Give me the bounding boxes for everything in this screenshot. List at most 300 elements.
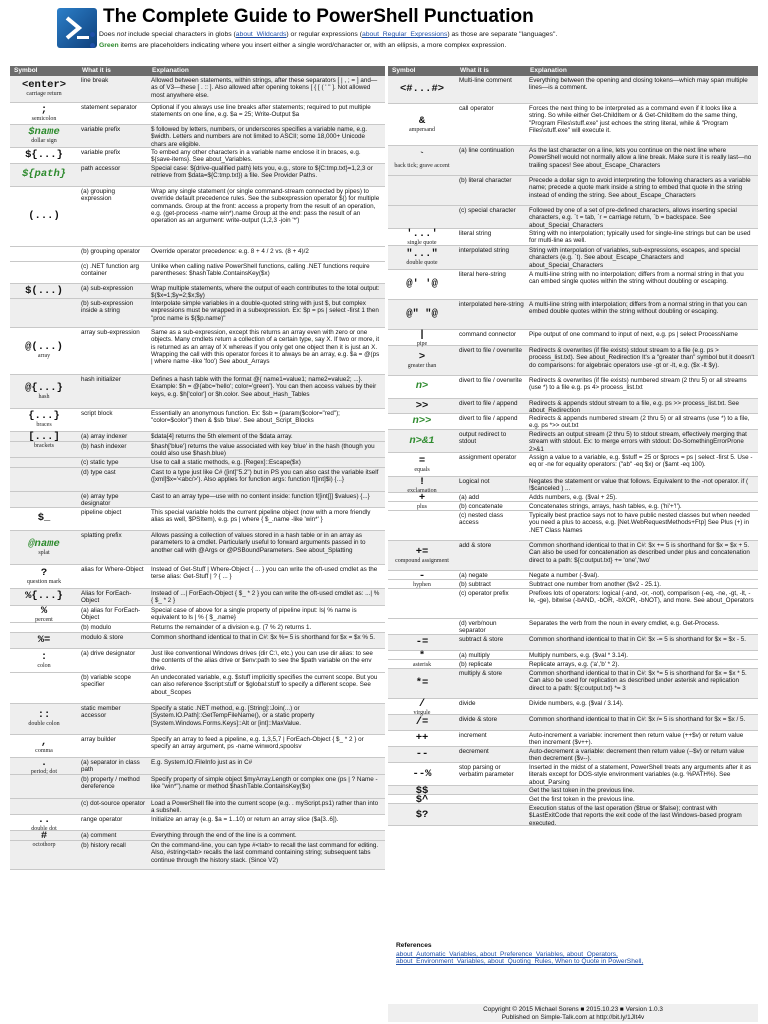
what-cell: (b) subtract: [459, 581, 491, 588]
table-row: [388, 699, 758, 715]
table-row: [388, 414, 758, 430]
symbol-cell: [388, 300, 456, 329]
table-row: [10, 148, 385, 164]
symbol-glyph: <enter>: [21, 79, 67, 92]
symbol-glyph: ?: [40, 566, 48, 579]
symbol-cell: [10, 148, 78, 164]
explanation-cell: Concatenates strings, arrays, hash tables, e.g. ('hi'+'!').: [529, 503, 682, 510]
explanation-cell: Instead of Get-Stuff | Where-Object { ... } you can write the oft-used cmdlet as the terse alias: Get-Stuff | ? { ... }: [151, 566, 378, 581]
explanation-cell: A multi-line string with no interpolation; differs from a normal string in that you can embed single quotes within the string without doubling or escaping.: [529, 271, 744, 286]
what-cell: divert to file / overwrite: [459, 347, 522, 354]
bullet-note-1: Does not include special characters in globs (about_Wildcards) or regular expressions (about_Regular_Expressions) as those are separate "languages".: [90, 31, 557, 39]
explanation-cell: Load a PowerShell file into the current scope (e.g. . myScript.ps1) rather than into a subshell.: [151, 800, 379, 815]
table-row: [10, 758, 385, 775]
table-row: [10, 531, 385, 565]
symbol-cell: [388, 635, 456, 650]
symbol-glyph: `: [418, 150, 426, 163]
symbol-cell: [388, 715, 456, 730]
what-cell: alias for Where-Object: [81, 566, 144, 573]
symbol-cell: [10, 187, 78, 246]
what-cell: (a) drive designator: [81, 650, 136, 657]
symbol-cell: [10, 284, 78, 300]
what-cell: (a) grouping expression: [81, 188, 115, 203]
symbol-name: double colon: [28, 721, 60, 728]
symbol-glyph: %=: [37, 633, 51, 646]
symbol-cell: [388, 589, 456, 618]
symbol-name: ampersand: [409, 126, 435, 133]
symbol-cell: [10, 125, 78, 148]
symbol-cell: [10, 247, 78, 261]
explanation-cell: Redirects & appends numbered stream (2 thru 5) or all streams (use *) to a file, e.g. ps *>> out.txt: [529, 415, 750, 430]
symbol-name: compound assignment: [395, 557, 449, 564]
symbol-glyph: --%: [412, 767, 432, 780]
symbol-cell: [388, 763, 456, 786]
symbol-name: question mark: [26, 578, 62, 585]
symbol-cell: [10, 508, 78, 530]
symbol-cell: [388, 453, 456, 476]
explanation-cell: Initialize an array (e.g. $a = 1..10) or return an array slice ($a[3..6]).: [151, 816, 339, 823]
symbol-glyph: $?: [415, 808, 429, 821]
table-row: [388, 541, 758, 571]
symbol-cell: [10, 606, 78, 624]
symbol-name: dollar sign: [31, 138, 57, 145]
explanation-cell: Just like conventional Windows drives (dir C:\, etc.) you can use dir alias: to see the contents of the alias drive or $env:path to see the $path variable on the env drive.: [151, 650, 373, 672]
symbol-cell: [10, 799, 78, 815]
symbol-glyph: n>&1: [409, 434, 435, 447]
what-cell: (a) multiply: [459, 652, 490, 659]
explanation-cell: On the command-line, you can type #<tab> to recall the last command for editing. Also, #string<tab> recalls the last command containing string; subsequent tabs continue through the history stack. (Since V2): [151, 842, 379, 864]
table-row: [388, 453, 758, 477]
table-row: [388, 619, 758, 635]
what-cell: splatting prefix: [81, 532, 122, 539]
table-row: [388, 511, 758, 541]
symbol-glyph: @(...): [25, 341, 63, 354]
table-row: [10, 187, 385, 247]
symbol-glyph: (...): [28, 209, 60, 222]
what-cell: (a) negate: [459, 572, 488, 579]
symbol-glyph: @name: [28, 537, 60, 550]
symbol-cell: [10, 565, 78, 588]
explanation-cell: Special case of above for a single property of pipeline input: ls| % name is equivalent to ls | % { $_.name}: [151, 607, 357, 622]
table-header: [10, 66, 385, 76]
header-what: What it is: [82, 67, 111, 75]
explanation-cell: Same as a sub-expression, except this returns an array even with zero or one objects. Many cmdlets return a collection of a certain type, say X. If two or more, it is returned as an array of X whereas if you only get one object then it is just an X. Wrapping the call with this operator forces it to always be an array, e.g. $a = @(ps | where name -like 'foo') See about_Arrays: [151, 329, 380, 366]
table-row: [388, 589, 758, 619]
explanation-cell: Allows passing a collection of values stored in a hash table or in an array as parameters to a cmdlet. Particularly useful to forward arguments passed in to another call with @Args or @PSBoundParameters. See about_Splatting: [151, 532, 366, 554]
what-cell: (c) operator prefix: [459, 590, 509, 597]
header-what: What it is: [460, 67, 489, 75]
references-line-1[interactable]: about_Automatic_Variables, about_Preference_Variables, about_Operators,: [396, 950, 618, 958]
explanation-cell: Allowed between statements, within strings, after these separators [ | , ; = ] and—as of V3—these [ . :: ]. Also allowed after opening tokens [ { [ ( ' " ]. Not allowed most anywhere else.: [151, 77, 378, 99]
table-row: [388, 660, 758, 669]
footer: [388, 1004, 758, 1022]
symbol-glyph: -: [418, 570, 426, 582]
table-row: [10, 735, 385, 758]
what-cell: hash initializer: [81, 376, 121, 383]
symbol-cell: [10, 673, 78, 703]
symbol-name: braces: [36, 422, 52, 429]
what-cell: (a) add: [459, 494, 479, 501]
explanation-cell: Negates the statement or value that follows. Equivalent to the -not operator. if ( !$canceled ) ...: [529, 478, 749, 493]
what-cell: interpolated here-string: [459, 301, 524, 308]
what-cell: array sub-expression: [81, 329, 140, 336]
what-cell: script block: [81, 410, 113, 417]
table-row: [10, 247, 385, 262]
table-row: [10, 299, 385, 328]
table-row: [10, 458, 385, 468]
symbol-cell: [388, 669, 456, 698]
symbol-glyph: /=: [415, 715, 429, 728]
symbol-glyph: $_: [37, 512, 51, 525]
header-explanation: Explanation: [152, 67, 189, 75]
symbol-cell: [10, 164, 78, 186]
symbol-cell: [10, 103, 78, 124]
what-cell: static member accessor: [81, 705, 121, 720]
what-cell: (b) grouping operator: [81, 248, 141, 255]
explanation-cell: Inserted in the midst of a statement, PowerShell treats any arguments after it as literals except for DOS-style environment variables (e.g. %PATH%). See about_Parsing: [529, 764, 752, 786]
symbol-glyph: ${path}: [21, 168, 67, 181]
symbol-cell: [388, 229, 456, 247]
explanation-cell: Cast to a type just like C# ([int]"5.2") but in PS you can also cast the variable itself ([xml]$x='<abc/>'). Also applies for function args: function f([int]$i) {...}: [151, 469, 379, 484]
symbol-glyph: %{...}: [25, 590, 63, 603]
symbol-glyph: ..: [37, 814, 51, 826]
symbol-name: single quote: [407, 240, 437, 247]
link-about-regex[interactable]: about_Regular_Expressions: [361, 31, 448, 38]
symbol-cell: [10, 649, 78, 672]
symbol-name: double dot: [31, 826, 57, 833]
symbol-glyph: !: [418, 476, 426, 488]
symbol-glyph: ${...}: [25, 149, 63, 162]
symbol-name: colon: [37, 662, 51, 669]
table-row: [10, 76, 385, 103]
published-line: Published on Simple-Talk.com at http://bit.ly/1JIt4v: [501, 1013, 645, 1021]
symbol-glyph: $(...): [25, 285, 63, 298]
table-row: [10, 673, 385, 704]
table-row: [10, 606, 385, 623]
explanation-cell: Optional if you always use line breaks after statements; required to put multiple statements on one line, e.g. $a = 25; Write-Output $a: [151, 104, 371, 119]
explanation-cell: Interpolate simple variables in a double-quoted string with just $, but complex expressions must be wrapped in a subexpression. Ex: $p = ps | select -first 1 then "proc name is $($p.name)": [151, 300, 379, 322]
symbol-name: pipe: [416, 341, 428, 348]
table-row: [388, 715, 758, 731]
table-row: [388, 176, 758, 206]
what-cell: (c) .NET function arg container: [81, 263, 139, 278]
symbol-name: octothorp: [32, 842, 56, 849]
explanation-cell: Cast to an array type—use with no content inside: function f([int[]] $values) {...}: [151, 493, 370, 500]
table-row: [10, 164, 385, 187]
table-row: [10, 508, 385, 531]
table-row: [388, 146, 758, 176]
what-cell: stop parsing or verbatim parameter: [459, 764, 514, 779]
explanation-cell: Forces the next thing to be interpreted as a command even if it looks like a string. So while either Get-ChildItem or & Get-ChildItem do the same thing, "Program Files\stuff.exe" just echoes the string literal, while & "Program Files\stuff.exe" will execute it.: [529, 105, 738, 134]
symbol-glyph: @" "@: [406, 307, 438, 320]
symbol-cell: [388, 619, 456, 635]
explanation-cell: Followed by one of a set of pre-defined characters, allows inserting special characters, e.g. `t = tab, `r = carriage return, `b = backspace. See about_Special_Characters: [529, 207, 737, 229]
symbol-glyph: |: [418, 329, 426, 341]
symbol-name: exclamation: [407, 488, 437, 495]
symbol-name: period; dot: [30, 769, 58, 776]
what-cell: decrement: [459, 748, 489, 755]
explanation-cell: Redirects & appends stdout stream to a file, e.g. ps >> process_list.txt. See about_Redirection: [529, 400, 740, 415]
symbol-cell: [388, 541, 456, 570]
symbol-cell: [388, 747, 456, 763]
symbol-glyph: -=: [415, 635, 429, 648]
explanation-cell: Common shorthand identical to that in C#: $x %= 5 is shorthand for $x = $x % 5.: [151, 634, 376, 641]
symbol-glyph: --: [415, 748, 429, 761]
table-row: [388, 763, 758, 786]
what-cell: assignment operator: [459, 454, 517, 461]
explanation-cell: Common shorthand identical to that in C#: $x /= 5 is shorthand for $x = $x / 5.: [529, 716, 746, 723]
what-cell: output redirect to stdout: [459, 431, 507, 446]
explanation-cell: Pipe output of one command to input of next, e.g. ps | select ProcessName: [529, 331, 738, 338]
table-row: [10, 284, 385, 299]
table-row: [388, 580, 758, 589]
explanation-cell: Special case: ${drive-qualified path} lets you, e.g., store to ${C:tmp.txt}=1,2,3 or retrieve from $data=${C:tmp.txt}) a file. See Provider Paths.: [151, 165, 373, 180]
what-cell: Logical not: [459, 478, 490, 485]
what-cell: literal here-string: [459, 271, 506, 278]
symbol-glyph: $$: [415, 785, 429, 797]
explanation-cell: Get the last token in the previous line.: [529, 787, 635, 794]
symbol-glyph: $^: [415, 794, 429, 806]
symbol-name: semicolon: [31, 115, 57, 122]
table-row: [388, 399, 758, 414]
left-rows: [10, 76, 385, 870]
what-cell: variable prefix: [81, 149, 121, 156]
symbol-cell: [10, 328, 78, 374]
what-cell: (a) array indexer: [81, 433, 128, 440]
symbol-name: plus: [416, 504, 427, 511]
references-heading: References: [396, 942, 432, 949]
what-cell: pipeline object: [81, 509, 122, 516]
symbol-cell: [10, 758, 78, 776]
symbol-name: equals: [414, 466, 430, 473]
symbol-name: array: [37, 353, 51, 360]
symbol-cell: [388, 731, 456, 747]
symbol-cell: [10, 531, 78, 564]
table-row: [10, 841, 385, 870]
symbol-name: back tick; grave accent: [394, 162, 450, 169]
symbol-glyph: ::: [37, 709, 51, 722]
what-cell: line break: [81, 77, 109, 84]
explanation-cell: Wrap any single statement (or single command-stream connected by pipes) to override default precedence rules. See the subexpression operator $() for multiple commands. Group at the front: access a property from the result of an operation, e.g. (get-process -name win*).name Group at the end: pass the result of an operation as an argument: write-output (1,2,3 -join '*'): [151, 188, 380, 225]
right-rows: [388, 76, 758, 826]
symbol-cell: [388, 502, 456, 510]
symbol-glyph: {...}: [28, 410, 60, 423]
table-row: [10, 103, 385, 125]
what-cell: [456, 804, 526, 827]
symbol-glyph: *: [418, 650, 426, 662]
table-row: [388, 795, 758, 804]
symbol-name: asterisk: [412, 662, 432, 669]
table-row: [388, 376, 758, 399]
what-cell: (b) history recall: [81, 842, 126, 849]
table-row: [10, 623, 385, 633]
symbol-glyph: :: [40, 650, 48, 663]
what-cell: (b) replicate: [459, 661, 493, 668]
bullet-icon: [90, 43, 95, 48]
table-row: [388, 731, 758, 747]
what-cell: (a) alias for ForEach-Object: [81, 607, 141, 622]
symbol-cell: [10, 442, 78, 458]
symbol-cell: [388, 660, 456, 668]
table-row: [10, 492, 385, 508]
symbol-glyph: <#...#>: [399, 82, 445, 95]
explanation-cell: As the last character on a line, lets you continue on the next line where PowerShell would not normally allow a line break. Make sure it is really last—no trailing spaces! See about_Escape_Characters: [529, 147, 752, 169]
what-cell: variable prefix: [81, 126, 121, 133]
what-cell: (b) literal character: [459, 177, 512, 184]
symbol-name: comma: [35, 748, 53, 755]
explanation-cell: Prefixes lots of operators: logical (-and, -or, -not), comparison (-eq, -ne, -gt, -lt, -le, -ge), bitwise (-bAND, -bOR, -bXOR, -bNOT), and more. See about_Operators: [529, 590, 754, 605]
explanation-cell: Precede a dollar sign to avoid interpreting the following characters as a variable name; precede a quote mark inside a string to embed that quote in the string instead of ending the string. See about_Escape_Characters: [529, 177, 751, 199]
symbol-name: percent: [35, 617, 53, 624]
explanation-cell: Assign a value to a variable, e.g. $stuff = 25 or $procs = ps | select -first 5. Use -eq or -ne for equality operators: ("ab" -eq $x) or ($amt -eq 100).: [529, 454, 753, 469]
symbol-glyph: n>>: [412, 415, 432, 428]
explanation-cell: Defines a hash table with the format @{ name1=value1; name2=value2; ...}. Example: $h = @{abc='hello'; color='green'}. You can then access values by their keys, e.g. $h['color'] or $h.color. See about_Hash_Tables: [151, 376, 377, 398]
symbol-cell: [10, 623, 78, 632]
symbol-name: hash: [38, 393, 50, 400]
explanation-cell: Redirects an output stream (2 thru 5) to stdout stream, effectively merging that stream with stdout. Ex: to merge errors with stdout: Do-SomethingErrorProne 2>&1: [529, 431, 747, 453]
symbol-glyph: /: [418, 698, 426, 710]
table-row: [388, 430, 758, 453]
what-cell: (d) type cast: [81, 469, 116, 476]
what-cell: (e) array type designator: [81, 493, 119, 508]
symbol-cell: [10, 704, 78, 734]
copyright: Copyright © 2015 Michael Sorens ■ 2015.10.23 ■ Version 1.0.3: [483, 1006, 663, 1013]
symbol-name: greater than: [407, 362, 437, 369]
symbol-cell: [10, 775, 78, 798]
explanation-cell: Multiply numbers, e.g. ($val * 3.14).: [529, 652, 629, 659]
what-cell: subtract & store: [459, 636, 504, 643]
table-row: [10, 409, 385, 432]
explanation-cell: E.g. System.IO.FileInfo just as in C#: [151, 759, 253, 766]
table-row: [388, 76, 758, 104]
what-cell: add & store: [459, 542, 492, 549]
what-cell: modulo & store: [81, 634, 124, 641]
header-symbol: Symbol: [392, 67, 416, 75]
explanation-cell: Specify an array to feed a pipeline, e.g. 1,3,5,7 | ForEach-Object { $_ * 2 } or specify an array argument, ps -name winword,spoolsv: [151, 736, 364, 751]
symbol-glyph: ;: [40, 103, 48, 116]
link-about-wildcards[interactable]: about_Wildcards: [235, 31, 287, 38]
table-row: [388, 804, 758, 826]
symbol-glyph: #: [40, 830, 48, 842]
table-row: [388, 635, 758, 651]
what-cell: (c) nested class access: [459, 512, 504, 527]
explanation-cell: Separates the verb from the noun in every cmdlet, e.g. Get-Process.: [529, 620, 720, 627]
what-cell: path accessor: [81, 165, 121, 172]
explanation-cell: Divide numbers, e.g. ($val / 3.14).: [529, 700, 624, 707]
left-table: [10, 66, 385, 870]
table-row: [388, 270, 758, 300]
symbol-glyph: ,: [40, 736, 48, 749]
references-line-2[interactable]: about_Environment_Variables, about_Quoting_Rules, When to Quote in PowerShell,: [396, 958, 644, 966]
symbol-glyph: '...': [406, 228, 438, 240]
table-row: [10, 442, 385, 458]
table-row: [388, 206, 758, 229]
what-cell: (b) modulo: [81, 624, 112, 631]
explanation-cell: Redirects & overwrites (if file exists) numbered stream (2 thru 5) or all streams (use *) to a file e.g. ps 4> process_list.txt: [529, 377, 747, 392]
symbol-glyph: $name: [28, 126, 60, 139]
symbol-cell: [388, 580, 456, 588]
table-row: [388, 330, 758, 346]
table-row: [10, 775, 385, 799]
symbol-glyph: n>: [415, 380, 429, 393]
table-row: [10, 262, 385, 284]
table-row: [10, 799, 385, 815]
symbol-cell: [388, 246, 456, 269]
symbol-name: virgule: [413, 710, 431, 717]
table-row: [388, 300, 758, 330]
what-cell: increment: [459, 732, 487, 739]
symbol-cell: [10, 633, 78, 648]
explanation-cell: Redirects & overwrites (if file exists) stdout stream to a file (e.g. ps > process_list.txt). See about_Redirection It's a "greater than" symbol but it doesn't do comparisons: for algebraic operators use -gt or -lt, e.g. ($x -lt $y).: [529, 347, 755, 369]
what-cell: (b) hash indexer: [81, 443, 127, 450]
explanation-cell: An undecorated variable, e.g. $stuff implicitly specifies the current scope. But you can also reference $script:stuff or $global:stuff to specify a different scope. See about_Scopes: [151, 674, 378, 696]
symbol-cell: [10, 841, 78, 869]
header-explanation: Explanation: [530, 67, 567, 75]
symbol-cell: [10, 468, 78, 491]
symbol-glyph: +: [418, 492, 426, 504]
explanation-cell: Common shorthand identical to that in C#: $x *= 5 is shorthand for $x = $x * 5. Can also be used for replication as described under asterisk and replication direct to a path: ${c:output.txt} *= 3: [529, 670, 747, 692]
what-cell: divide & store: [459, 716, 498, 723]
what-cell: (b) concatenate: [459, 503, 503, 510]
explanation-cell: Negate a number (-$val).: [529, 572, 599, 579]
table-row: [10, 125, 385, 148]
explanation-cell: Everything through the end of the line is a comment.: [151, 832, 297, 839]
table-row: [10, 649, 385, 673]
what-cell: (b) variable scope specifier: [81, 674, 132, 689]
table-row: [10, 375, 385, 409]
what-cell: range operator: [81, 816, 123, 823]
what-cell: command connector: [459, 331, 517, 338]
what-cell: (a) comment: [81, 832, 117, 839]
table-row: [388, 477, 758, 493]
symbol-glyph: .: [40, 757, 48, 769]
table-row: [388, 502, 758, 511]
symbol-cell: [10, 589, 78, 605]
table-row: [388, 786, 758, 795]
what-cell: (a) separator in class path: [81, 759, 140, 774]
explanation-cell: Use to call a static methods, e.g. [Regex]::Escape($x): [151, 459, 301, 466]
symbol-glyph: "...": [406, 247, 438, 260]
explanation-cell: Override operator precedence: e.g. 8 + 4 / 2 vs. (8 + 4)/2: [151, 248, 309, 255]
symbol-cell: [10, 492, 78, 508]
symbol-glyph: @' '@: [406, 277, 438, 290]
table-row: [388, 747, 758, 763]
symbol-glyph: =: [418, 454, 426, 467]
symbol-glyph: *=: [415, 676, 429, 689]
table-row: [10, 328, 385, 375]
what-cell: statement separator: [81, 104, 138, 111]
right-table: [388, 66, 758, 826]
explanation-cell: $hash['blue'] returns the value associated with key 'blue' in the hash (though you could also use $hash.blue): [151, 443, 375, 458]
what-cell: (c) special character: [459, 207, 516, 214]
header: [0, 0, 768, 62]
symbol-cell: [10, 735, 78, 757]
symbol-glyph: [...]: [28, 431, 60, 443]
explanation-cell: $ followed by letters, numbers, or underscores specifies a variable name, e.g. $width. Letters and numbers are not limited to ASCII; some 18,000+ Unicode chars are eligible.: [151, 126, 367, 148]
table-row: [10, 589, 385, 606]
symbol-cell: [388, 206, 456, 229]
what-cell: interpolated string: [459, 247, 510, 254]
symbol-name: brackets: [34, 443, 54, 450]
explanation-cell: Replicate arrays, e.g. ('a','b' * 2).: [529, 661, 620, 668]
symbol-glyph: >: [418, 350, 426, 363]
explanation-cell: Specify a static .NET method, e.g. [String]::Join(...) or [System.IO.Path]::GetTempFileName(), or a static property [System.Windows.Forms.Keys]::Alt or [int]::MaxValue.: [151, 705, 315, 727]
symbol-glyph: &: [418, 114, 426, 127]
symbol-cell: [10, 458, 78, 467]
explanation-cell: $data[4] returns the 5th element of the $data array.: [151, 433, 293, 440]
what-cell: array builder: [81, 736, 116, 743]
symbol-cell: [10, 409, 78, 431]
